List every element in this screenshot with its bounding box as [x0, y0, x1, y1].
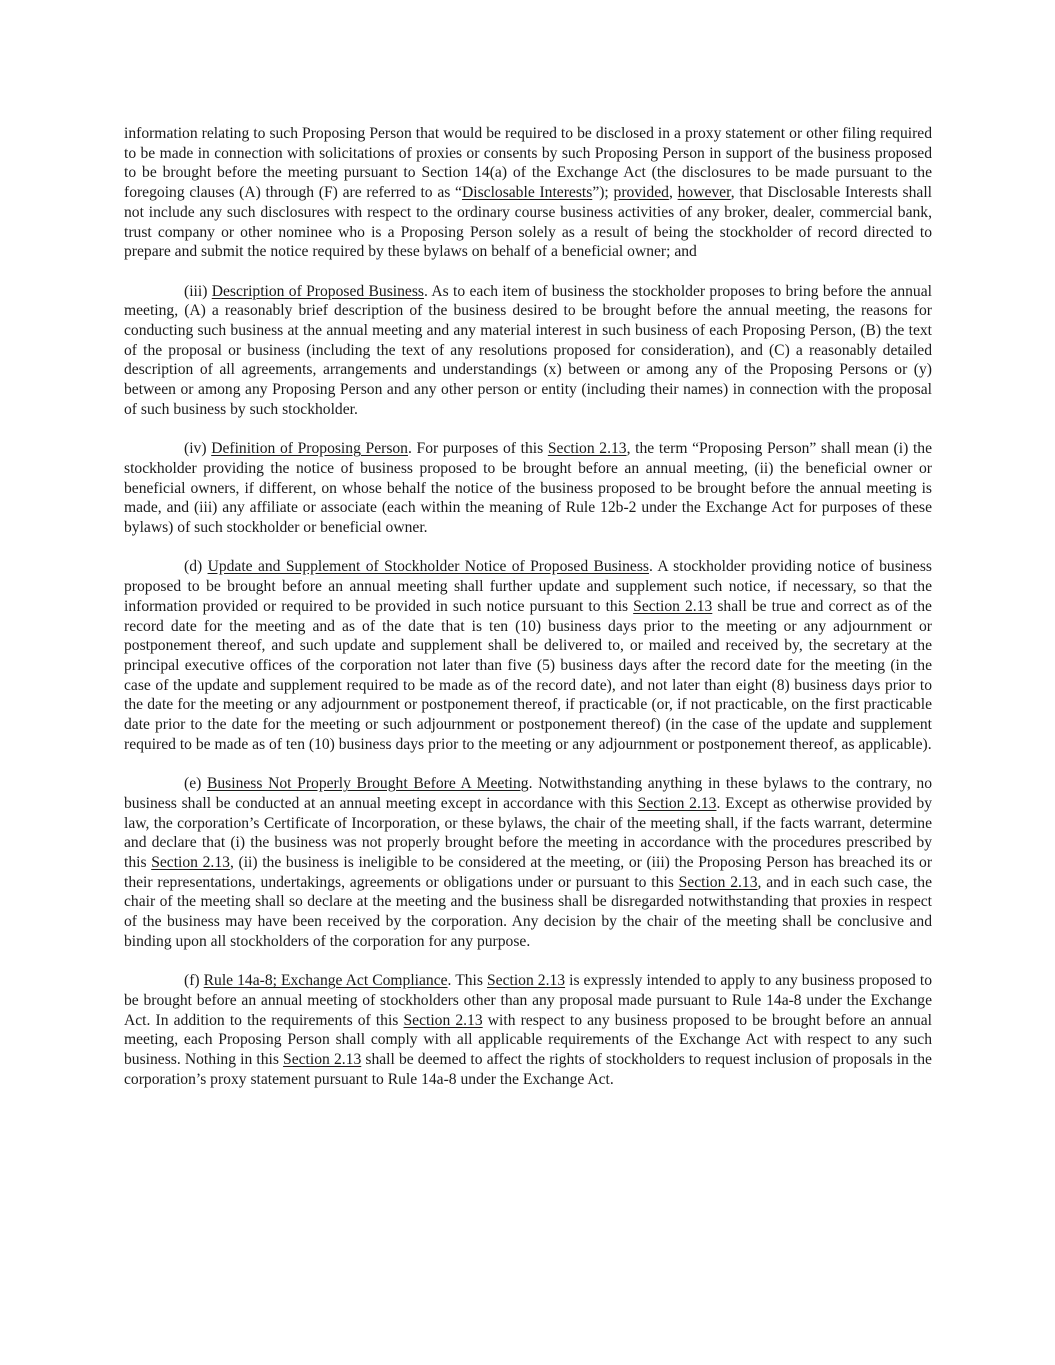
heading-description-of-proposed-business: Description of Proposed Business — [211, 282, 424, 300]
paragraph-iii-description-of-proposed-business: (iii) Description of Proposed Business. As to each item of business the stockholder proposes to bring before the annual meeting, (A) a reasonably brief description of the business desired to be brought before the annual meeting, the reasons for conducting such business at the annual meeting and any material interest in such business of each Proposing Person, (B) the text of the proposal or business (including the text of any resolutions proposed for consideration), and (C) a reasonably detailed description of all agreements, arrangements and understandings (x) between or among any of the Proposing Persons or (y) between or among any Proposing Person and any other person or entity (including their names) in connection with the proposal of such business by such stockholder. — [124, 282, 932, 418]
heading-business-not-properly-brought: Business Not Properly Brought Before A Meeting — [206, 775, 529, 793]
term-provided: provided — [613, 184, 669, 202]
paragraph-iv-definition-of-proposing-person: (iv) Definition of Proposing Person. For purposes of this Section 2.13, the term “Proposing Person” shall mean (i) the stockholder providing the notice of business proposed to be brought before an annual meeting, (ii) the beneficial owner or beneficial owners, if different, on whose behalf the notice of the business proposed to be brought before the annual meeting is made, and (iii) any affiliate or associate (each within the meaning of Rule 12b-2 under the Exchange Act for purposes of these bylaws) of such stockholder or beneficial owner. — [124, 440, 932, 537]
defined-term-disclosable-interests: Disclosable Interests — [461, 184, 593, 202]
section-reference: Section 2.13 — [403, 1011, 483, 1029]
heading-rule-14a-8-compliance: Rule 14a-8; Exchange Act Compliance — [203, 972, 448, 990]
section-reference: Section 2.13 — [547, 440, 627, 458]
paragraph-disclosable-interests: information relating to such Proposing Person that would be required to be disclosed in a proxy statement or other filing required to be made in connection with solicitations of proxies or consents by such Proposing Person in support of the business proposed to be brought before the meeting pursuant to Section 14(a) of the Exchange Act (the disclosures to be made pursuant to the foregoing clauses (A) through (F) are referred to as “Disclosable Interests”); provided, however, that Disclosable Interests shall not include any such disclosures with respect to the ordinary course business activities of any broker, dealer, commercial bank, trust company or other nominee who is a Proposing Person solely as a result of being the stockholder of record directed to prepare and submit the notice required by these bylaws on behalf of a beneficial owner; and — [124, 125, 932, 261]
heading-definition-of-proposing-person: Definition of Proposing Person — [211, 440, 408, 458]
document-page — [124, 124, 932, 1109]
paragraph-f-rule-14a-8-compliance: (f) Rule 14a-8; Exchange Act Compliance. This Section 2.13 is expressly intended to apply to any business proposed to be brought before an annual meeting of stockholders other than any proposal made pursuant to Rule 14a-8 under the Exchange Act. In addition to the requirements of this Section 2.13 with respect to any business proposed to be brought before an annual meeting, each Proposing Person shall comply with all applicable requirements of the Exchange Act with respect to any such business. Nothing in this Section 2.13 shall be deemed to affect the rights of stockholders to request inclusion of proposals in the corporation’s proxy statement pursuant to Rule 14a-8 under the Exchange Act. — [124, 972, 932, 1088]
section-reference: Section 2.13 — [283, 1050, 362, 1068]
section-reference: Section 2.13 — [678, 873, 758, 891]
paragraph-e-business-not-properly-brought: (e) Business Not Properly Brought Before A Meeting. Notwithstanding anything in these bylaws to the contrary, no business shall be conducted at an annual meeting except in accordance with this Section 2.13. Except as otherwise provided by law, the corporation’s Certificate of Incorporation, or these bylaws, the chair of the meeting shall, if the facts warrant, determine and declare that (i) the business was not properly brought before the meeting in accordance with the procedures prescribed by this Section 2.13, (ii) the business is ineligible to be considered at the meeting, or (iii) the Proposing Person has breached its or their representations, undertakings, agreements or obligations under or pursuant to this Section 2.13, and in each such case, the chair of the meeting shall so declare at the meeting and the business shall be disregarded notwithstanding that proxies in respect of the business may have been received by the corporation. Any decision by the chair of the meeting shall be conclusive and binding upon all stockholders of the corporation for any purpose. — [124, 775, 933, 950]
section-reference: Section 2.13 — [633, 597, 713, 615]
paragraph-d-update-and-supplement: (d) Update and Supplement of Stockholder Notice of Proposed Business. A stockholder providing notice of business proposed to be brought before an annual meeting shall further update and supplement such notice, if necessary, so that the information provided or required to be provided in such notice pursuant to this Section 2.13 shall be true and correct as of the record date for the meeting and as of the date that is ten (10) business days prior to the meeting or any adjournment or postponement thereof, and such update and supplement shall be delivered to, or mailed and received by, the secretary at the principal executive offices of the corporation not later than five (5) business days after the record date for the meeting (in the case of the update and supplement required to be made as of the record date), and not later than eight (8) business days prior to the date for the meeting or any adjournment or postponement thereof, if practicable (or, if not practicable, on the first practicable date prior to the date for the meeting or such adjournment or postponement thereof) (in the case of the update and supplement required to be made as of ten (10) business days prior to the meeting or any adjournment or postponement thereof, as applicable). — [124, 558, 932, 753]
section-reference: Section 2.13 — [486, 972, 566, 990]
term-however: however — [677, 184, 731, 202]
heading-update-and-supplement: Update and Supplement of Stockholder Notice of Proposed Business — [207, 558, 649, 576]
section-reference: Section 2.13 — [151, 853, 230, 871]
section-reference: Section 2.13 — [637, 794, 717, 812]
